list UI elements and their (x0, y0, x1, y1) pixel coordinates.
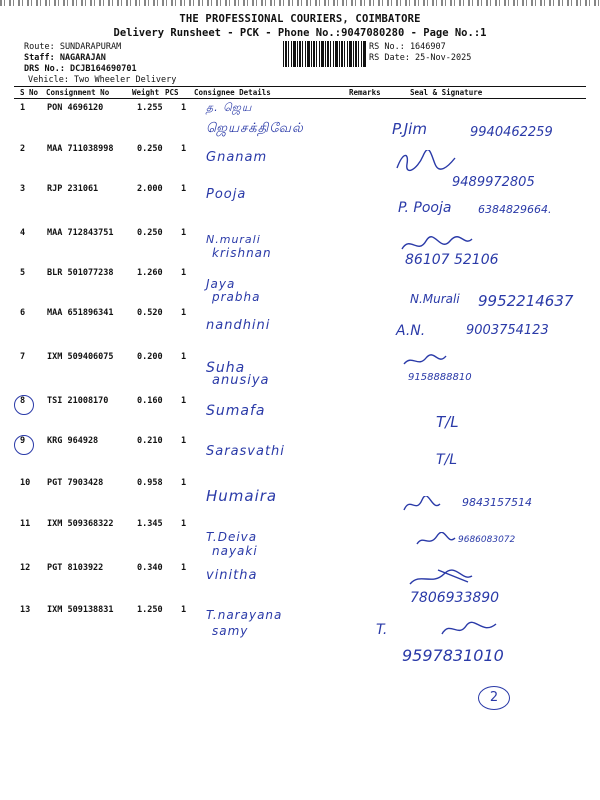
row-consignee-handwriting: nayaki (212, 544, 258, 558)
row-consignment-number: PGT 7903428 (47, 478, 104, 488)
row-serial-number: 2 (20, 144, 26, 154)
col-seal-signature: Seal & Signature (410, 88, 483, 97)
row-consignment-number: MAA 711038998 (47, 144, 114, 154)
row-consignment-number: TSI 21008170 (47, 396, 109, 406)
row-consignee-handwriting: nandhini (206, 318, 271, 333)
row-pcs: 1 (181, 563, 187, 573)
row-signature-handwriting: 9940462259 (470, 125, 553, 140)
vehicle-label: Vehicle: Two Wheeler Delivery (28, 75, 177, 85)
row-consignee-handwriting: prabha (212, 290, 261, 304)
row-serial-number: 10 (20, 478, 31, 488)
row-weight: 2.000 (137, 184, 163, 194)
row-pcs: 1 (181, 268, 187, 278)
table-header-rule (14, 98, 586, 99)
top-barcode-strip (0, 0, 600, 6)
col-sno: S No (20, 88, 39, 97)
row-consignee-handwriting: Suha (206, 360, 246, 376)
page-number-mark: 2 (478, 686, 510, 710)
row-consignee-handwriting: Gnanam (206, 150, 268, 165)
row-consignee-handwriting: krishnan (212, 246, 272, 260)
row-weight: 0.250 (137, 228, 163, 238)
signature-scribble (395, 150, 475, 174)
row-signature-handwriting: 7806933890 (410, 590, 500, 606)
route-label: Route: SUNDARAPURAM (24, 42, 122, 52)
row-consignee-handwriting: த. ஜெய (206, 101, 253, 114)
signature-stroke (417, 532, 455, 544)
row-consignment-number: MAA 651896341 (47, 308, 114, 318)
row-consignee-handwriting: ஜெயசக்திவேல் (206, 121, 304, 136)
barcode (283, 41, 367, 67)
row-weight: 1.345 (137, 519, 163, 529)
signature-scribble (415, 532, 495, 556)
row-signature-handwriting: 9843157514 (462, 496, 532, 509)
signature-stroke (442, 622, 496, 634)
row-pcs: 1 (181, 396, 187, 406)
row-weight: 0.340 (137, 563, 163, 573)
row-weight: 0.160 (137, 396, 163, 406)
row-consignment-number: IXM 509368322 (47, 519, 114, 529)
row-signature-handwriting: T/L (436, 413, 459, 431)
row-signature-handwriting: 9686083072 (458, 535, 516, 545)
row-signature-handwriting: 9003754123 (466, 323, 549, 338)
row-serial-number: 7 (20, 352, 26, 362)
row-signature-handwriting: 9158888810 (408, 372, 472, 383)
row-weight: 1.255 (137, 103, 163, 113)
col-pcs: PCS (165, 88, 179, 97)
row-serial-number: 6 (20, 308, 26, 318)
row-weight: 0.210 (137, 436, 163, 446)
row-weight: 1.260 (137, 268, 163, 278)
table-top-rule (14, 86, 586, 87)
signature-scribble (402, 496, 482, 520)
row-consignment-number: RJP 231061 (47, 184, 99, 194)
row-consignment-number: IXM 509406075 (47, 352, 114, 362)
signature-scribble (400, 235, 480, 259)
signature-scribble (402, 352, 482, 376)
row-weight: 1.250 (137, 605, 163, 615)
row-consignee-handwriting: Pooja (206, 187, 247, 202)
row-signature-handwriting: 6384829664. (478, 203, 552, 216)
row-consignment-number: KRG 964928 (47, 436, 99, 446)
row-signature-handwriting: N.Murali (410, 292, 460, 306)
row-signature-handwriting: P.Jim (392, 120, 427, 138)
row-weight: 0.250 (137, 144, 163, 154)
rs-number: RS No.: 1646907 (369, 42, 446, 52)
signature-stroke (404, 496, 440, 510)
signature-scribble (440, 620, 520, 644)
signature-stroke (402, 237, 472, 249)
row-signature-handwriting: P. Pooja (398, 200, 452, 216)
row-consignee-handwriting: Sarasvathi (206, 444, 285, 459)
row-consignment-number: BLR 501077238 (47, 268, 114, 278)
row-consignment-number: IXM 509138831 (47, 605, 114, 615)
row-weight: 0.200 (137, 352, 163, 362)
row-pcs: 1 (181, 605, 187, 615)
row-serial-number: 4 (20, 228, 26, 238)
row-pcs: 1 (181, 184, 187, 194)
row-consignee-handwriting: T.Deiva (206, 530, 258, 544)
row-signature-handwriting: A.N. (396, 323, 426, 339)
staff-label: Staff: NAGARAJAN (24, 53, 106, 63)
row-circle-mark (14, 395, 34, 415)
row-serial-number: 8 (20, 396, 26, 406)
row-consignment-number: PON 4696120 (47, 103, 104, 113)
runsheet-title: Delivery Runsheet - PCK - Phone No.:9047080280 - Page No.:1 (113, 27, 487, 39)
row-pcs: 1 (181, 352, 187, 362)
row-signature-handwriting: T/L (436, 452, 458, 468)
col-remarks: Remarks (349, 88, 381, 97)
row-consignee-handwriting: Jaya (206, 277, 236, 291)
row-serial-number: 3 (20, 184, 26, 194)
row-serial-number: 13 (20, 605, 31, 615)
rs-date: RS Date: 25-Nov-2025 (369, 53, 472, 63)
row-signature-handwriting: T. (376, 622, 388, 638)
row-signature-handwriting: 9597831010 (402, 646, 504, 665)
col-weight: Weight (132, 88, 160, 97)
row-signature-handwriting: 9952214637 (478, 292, 574, 310)
company-title: THE PROFESSIONAL COURIERS, COIMBATORE (179, 13, 421, 25)
signature-stroke (410, 570, 472, 584)
row-circle-mark (14, 435, 34, 455)
row-pcs: 1 (181, 478, 187, 488)
row-consignee-handwriting: anusiya (212, 373, 270, 388)
row-consignee-handwriting: Humaira (206, 487, 278, 505)
row-consignee-handwriting: Sumafa (206, 403, 266, 419)
row-pcs: 1 (181, 144, 187, 154)
row-pcs: 1 (181, 228, 187, 238)
row-signature-handwriting: 9489972805 (452, 175, 535, 190)
row-signature-handwriting: 86107 52106 (405, 252, 499, 268)
row-pcs: 1 (181, 519, 187, 529)
row-consignee-handwriting: N.murali (206, 233, 261, 246)
row-pcs: 1 (181, 103, 187, 113)
row-weight: 0.958 (137, 478, 163, 488)
row-pcs: 1 (181, 436, 187, 446)
drs-label: DRS No.: DCJB164690701 (24, 64, 137, 74)
row-serial-number: 5 (20, 268, 26, 278)
row-consignee-handwriting: T.narayana (206, 608, 283, 622)
row-consignee-handwriting: samy (212, 624, 249, 638)
signature-stroke (404, 355, 446, 364)
col-consignee: Consignee Details (194, 88, 271, 97)
row-serial-number: 12 (20, 563, 31, 573)
row-consignee-handwriting: vinitha (206, 568, 258, 583)
row-serial-number: 9 (20, 436, 26, 446)
row-serial-number: 11 (20, 519, 31, 529)
row-weight: 0.520 (137, 308, 163, 318)
col-consignment: Consignment No (46, 88, 110, 97)
row-pcs: 1 (181, 308, 187, 318)
row-consignment-number: PGT 8103922 (47, 563, 104, 573)
row-consignment-number: MAA 712843751 (47, 228, 114, 238)
signature-scribble (408, 568, 488, 592)
row-serial-number: 1 (20, 103, 26, 113)
signature-stroke (397, 150, 455, 170)
